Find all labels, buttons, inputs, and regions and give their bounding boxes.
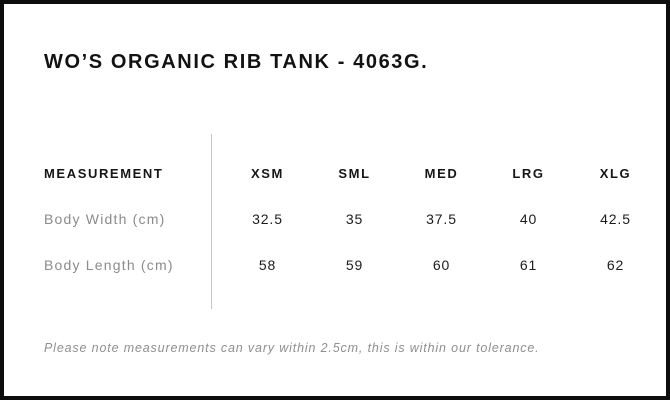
body-width-value-xsm: 32.5: [252, 211, 283, 227]
column-header-med: MED: [424, 165, 459, 181]
row-label-body-width: Body Width (cm): [44, 211, 166, 227]
tolerance-note: Please note measurements can vary within 2.5cm, this is within our tolerance.: [44, 341, 540, 355]
column-header-sml: SML: [338, 165, 371, 181]
body-width-value-lrg: 40: [519, 211, 538, 227]
column-header-xsm: XSM: [251, 165, 284, 181]
table-row-body-width: [44, 196, 659, 242]
body-length-value-sml: 59: [345, 257, 364, 273]
body-width-value-med: 37.5: [426, 211, 457, 227]
column-header-measurement: MEASUREMENT: [44, 165, 164, 181]
table-row-body-length: [44, 242, 659, 288]
column-header-lrg: LRG: [512, 165, 545, 181]
body-width-value-xlg: 42.5: [600, 211, 631, 227]
row-label-body-length: Body Length (cm): [44, 257, 174, 273]
column-header-xlg: XLG: [599, 165, 632, 181]
body-length-value-xsm: 58: [258, 257, 277, 273]
size-table: [44, 150, 659, 288]
table-header-row: [44, 150, 659, 196]
body-length-value-med: 60: [432, 257, 451, 273]
body-length-value-lrg: 61: [519, 257, 538, 273]
body-width-value-sml: 35: [345, 211, 364, 227]
body-length-value-xlg: 62: [606, 257, 625, 273]
page-title: WO’S ORGANIC RIB TANK - 4063G.: [44, 51, 429, 73]
